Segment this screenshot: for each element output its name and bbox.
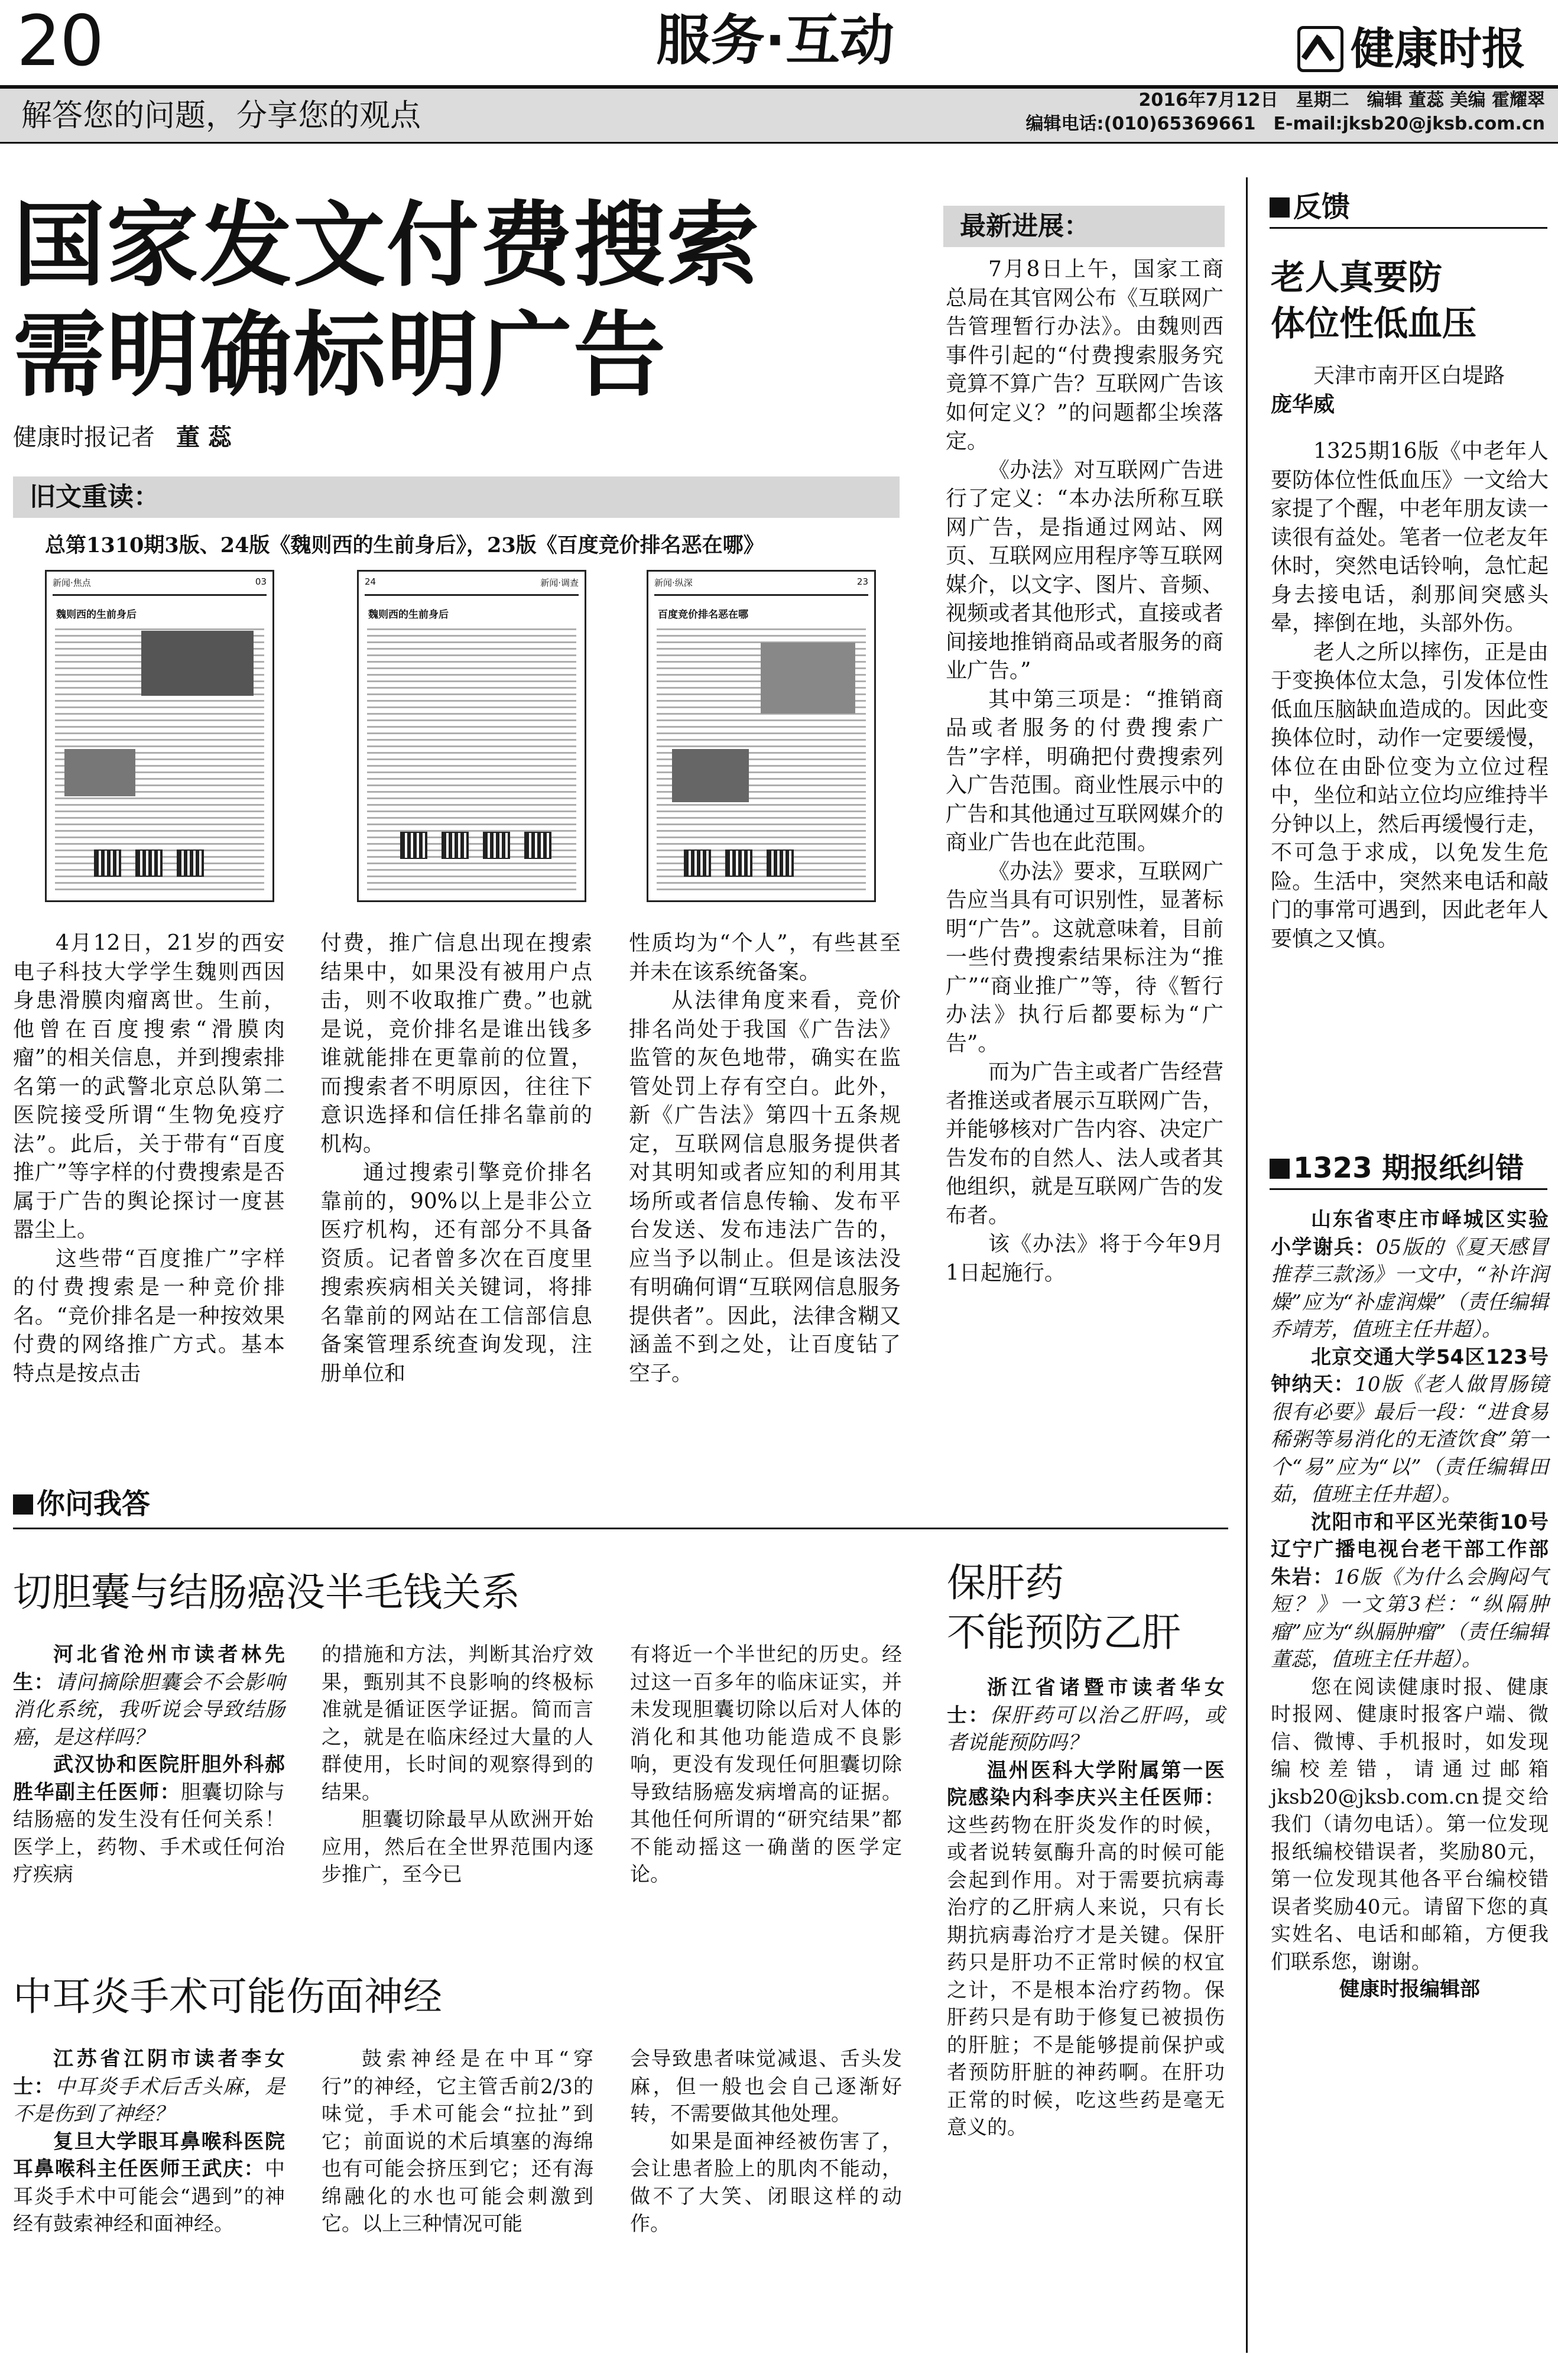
errata-sign: 健康时报编辑部 xyxy=(1339,1977,1480,2001)
old-review-label: 旧文重读： xyxy=(30,482,160,512)
qa-label: 你问我答 xyxy=(37,1487,151,1520)
qr-code-icon xyxy=(177,849,204,877)
thumbnail-page-24 xyxy=(357,570,586,902)
question-text: 保肝药可以治乙肝吗，或者说能预防吗？ xyxy=(947,1703,1225,1755)
qa2-title: 中耳炎手术可能伤面神经 xyxy=(13,1974,442,2019)
thumb-sec: 新闻·调查 xyxy=(540,578,579,588)
paragraph: 通过搜索引擎竞价排名靠前的，90%以上是非公立医疗机构，还有部分不具备资质。记者曾多次在百度里搜索疾病相关关键词，将排名靠前的网站在工信部信息备案管理系统查询发现，注册单位和 xyxy=(320,1160,592,1386)
edition-meta xyxy=(1025,89,1545,136)
thumb-title: 百度竞价排名恶在哪 xyxy=(658,609,748,621)
errata-heading xyxy=(1270,1149,1524,1187)
thumb-head xyxy=(365,576,579,596)
errata-notice: 您在阅读健康时报、健康时报网、健康时报客户端、微信、微博、手机报时，如发现编校差错，请通过邮箱jksb20@jksb.com.cn提交给我们（请勿电话）。第一位发现报纸编校错误者，奖励80元，第一位发现其他各平台编校错误者奖励40元。请留下您的真实姓名、电话和邮箱，方便我们联系您，谢谢。 xyxy=(1271,1675,1549,1974)
answerer: 武汉协和医院肝胆外科郝胜华副主任医师： xyxy=(13,1753,285,1804)
thumb-head xyxy=(53,576,267,596)
lead-column-2 xyxy=(320,929,592,1388)
errata-reporter: 沈阳市和平区光荣街10号辽宁广播电视台老干部工作部朱岩： xyxy=(1271,1510,1549,1589)
lead-column-3 xyxy=(629,929,901,1388)
feedback-title-line2: 体位性低血压 xyxy=(1271,303,1477,343)
thumb-num: 03 xyxy=(255,576,267,587)
qa3-answer xyxy=(947,1757,1225,2142)
logo-text: 健康时报 xyxy=(1351,24,1525,74)
errata-detail: 16版《为什么会胸闷气短？》一文第3栏：“纵隔肿瘤”应为“纵膈肿瘤”（责任编辑董蕊，值班主任井超）。 xyxy=(1271,1565,1549,1671)
errata-detail: 10版《老人做胃肠镜很有必要》最后一段：“进食易稀粥等易消化的无渣饮食”第一个“易”应为“以”（责任编辑田茹，值班主任井超）。 xyxy=(1271,1373,1549,1506)
errata-reporter: 北京交通大学54区123号钟纳天： xyxy=(1271,1345,1549,1396)
qa3-title xyxy=(947,1558,1181,1658)
errata-entry xyxy=(1271,1206,1549,1344)
errata-body xyxy=(1271,1206,1549,2003)
author-name: 庞华威 xyxy=(1271,392,1335,417)
qr-code-icon xyxy=(725,849,752,877)
lead-headline-line2: 需明确标明广告 xyxy=(13,301,667,409)
answer-text: 这些药物在肝炎发作的时候，或者说转氨酶升高的时候可能会起到作用。对于需要抗病毒治疗的乙肝病人来说，只有长期抗病毒治疗才是关键。保肝药只是肝功不正常时候的权宜之计，不是根本治疗药物。保肝药只是有助于修复已被损伤的肝脏；不是能够提前保护或者预防肝脏的神药啊。在肝功正常的时候，吃这些药是毫无意义的。 xyxy=(947,1813,1225,2139)
paragraph: 老人之所以摔伤，正是由于变换体位太急，引发体位性低血压脑缺血造成的。因此变换体位时，动作一定要缓慢，体位在由卧位变为立位过程中，坐位和站立位均应维持半分钟以上，然后再缓慢行走，不可急于求成，以免发生危险。生活中，突然来电话和敲门的事常可遇到，因此老年人要慎之又慎。 xyxy=(1271,640,1549,951)
paragraph: 性质均为“个人”，有些甚至并未在该系统备案。 xyxy=(629,931,901,984)
feedback-heading xyxy=(1270,188,1350,226)
errata-rule xyxy=(1270,1188,1547,1190)
byline-name: 董 蕊 xyxy=(176,424,232,451)
paragraph: 其中第三项是：“推销商品或者服务的付费搜索广告”字样，明确把付费搜索列入广告范围。商业性展示中的广告和其他通过互联网媒介的商业广告也在此范围。 xyxy=(946,687,1223,855)
qa3-column xyxy=(947,1674,1225,2142)
author-place: 天津市南开区白堤路 xyxy=(1313,364,1505,388)
paragraph: 7月8日上午，国家工商总局在其官网公布《互联网广告管理暂行办法》。由魏则西事件引起的“付费搜索服务究竟算不算广告？互联网广告该如何定义？”的问题都尘埃落定。 xyxy=(946,257,1223,453)
qa2-column-1 xyxy=(13,2045,285,2238)
paragraph: 1325期16版《中老年人要防体位性低血压》一文给大家提了个醒，中老年朋友读一读很有益处。笔者一位老友年休时，突然电话铃响，急忙起身去接电话，刹那间突感头晕，摔倒在地，头部外伤。 xyxy=(1271,439,1549,635)
errata-entry xyxy=(1271,1509,1549,1674)
qa1-question xyxy=(13,1641,285,1751)
paragraph: 该《办法》将于今年9月1日起施行。 xyxy=(946,1232,1223,1285)
paragraph: 鼓索神经是在中耳“穿行”的神经，它主管舌前2/3的味觉，手术可能会“拉扯”到它；前面说的术后填塞的海绵也有可能会挤压到它；还有海绵融化的水也可能会刺激到它。以上三种情况可能 xyxy=(322,2047,593,2236)
sidebar-divider xyxy=(1246,177,1248,2353)
qa1-answer xyxy=(13,1751,285,1889)
paragraph: 的措施和方法，判断其治疗效果，甄别其不良影响的终极标准就是循证医学证据。简而言之，就是在临床经过大量的人群使用，长时间的观察得到的结果。 xyxy=(322,1643,593,1804)
errata-label: 1323 期报纸纠错 xyxy=(1293,1152,1524,1185)
square-bullet-icon xyxy=(1270,1159,1290,1179)
answer-text: 中耳炎手术中可能会“遇到”的神经有鼓索神经和面神经。 xyxy=(13,2157,285,2236)
square-bullet-icon xyxy=(1270,197,1290,218)
asker: 河北省沧州市读者林先生： xyxy=(13,1643,285,1694)
errata-entry xyxy=(1271,1344,1549,1509)
errata-reporter: 山东省枣庄市峄城区实验小学谢兵： xyxy=(1271,1208,1549,1259)
errata-detail: 05版的《夏天感冒推荐三款汤》一文中，“补许润燥”应为“补虚润燥”（责任编辑乔靖芳，值班主任井超）。 xyxy=(1271,1235,1549,1341)
qa3-question xyxy=(947,1674,1225,1757)
qa2-column-3 xyxy=(630,2045,902,2238)
thumb-photo-icon xyxy=(141,631,254,696)
qa-heading xyxy=(13,1485,150,1523)
feedback-title xyxy=(1271,254,1476,346)
thumbnail-page-03 xyxy=(45,570,274,902)
feedback-body xyxy=(1271,437,1549,954)
lead-byline xyxy=(13,421,232,454)
qa3-title-line2: 不能预防乙肝 xyxy=(947,1610,1181,1655)
feedback-author xyxy=(1271,362,1549,419)
answer-text: 胆囊切除与结肠癌的发生没有任何关系！医学上，药物、手术或任何治疗疾病 xyxy=(13,1780,285,1886)
section-title: 服务·互动 xyxy=(656,9,894,72)
latest-progress-column xyxy=(946,255,1223,1288)
question-text: 请问摘除胆囊会不会影响消化系统，我听说会导致结肠癌，是这样吗？ xyxy=(13,1670,285,1749)
qr-code-icon xyxy=(524,832,551,859)
paragraph: 从法律角度来看，竞价排名尚处于我国《广告法》监管的灰色地带，确实在监管处罚上存有空白。此外，新《广告法》第四十五条规定，互联网信息服务提供者对其明知或者应知的利用其场所或者信息传输、发布平台发送、发布违法广告的，应当予以制止。但是该法没有明确何谓“互联网信息服务提供者”。因此，法律含糊又涵盖不到之处，让百度钻了空子。 xyxy=(629,988,901,1386)
paragraph: 付费，推广信息出现在搜索结果中，如果没有被用户点击，则不收取推广费。”也就是说，竞价排名是谁出钱多谁就能排在更靠前的位置，而搜索者不明原因，往往下意识选择和信任排名靠前的机构。 xyxy=(320,931,592,1156)
thumb-num: 24 xyxy=(365,576,376,587)
thumb-photo-icon xyxy=(761,643,855,714)
qr-code-icon xyxy=(483,832,510,859)
qa1-column-2 xyxy=(322,1641,593,1889)
paragraph: 有将近一个半世纪的历史。经过这一百多年的临床证实，并未发现胆囊切除以后对人体的消化和其他功能造成不良影响，更没有发现任何胆囊切除导致结肠癌发病增高的证据。其他任何所谓的“研究结果”都不能动摇这一确凿的医学定论。 xyxy=(630,1643,902,1886)
thumb-title: 魏则西的生前身后 xyxy=(56,609,137,621)
page-number: 20 xyxy=(17,0,103,82)
thumb-sec: 新闻·纵深 xyxy=(654,578,693,588)
question-text: 中耳炎手术后舌头麻，是不是伤到了神经？ xyxy=(13,2074,285,2126)
qa1-title: 切胆囊与结肠癌没半毛钱关系 xyxy=(13,1570,520,1615)
lead-column-1 xyxy=(13,929,285,1388)
latest-progress-bar xyxy=(943,206,1225,247)
thumb-sec: 新闻·焦点 xyxy=(53,578,91,588)
qr-code-icon xyxy=(400,832,427,859)
tagline-rule xyxy=(0,142,1558,144)
qr-code-icon xyxy=(684,849,711,877)
thumb-head xyxy=(654,576,868,596)
thumb-photo-icon xyxy=(64,749,135,796)
latest-progress-label: 最新进展： xyxy=(960,211,1090,241)
paragraph: 会导致患者味觉减退、舌头发麻，但一般也会自己逐渐好转，不需要做其他处理。 xyxy=(630,2047,902,2126)
answerer: 温州医科大学附属第一医院感染内科李庆兴主任医师： xyxy=(947,1758,1225,1810)
paragraph: 4月12日，21岁的西安电子科技大学学生魏则西因身患滑膜肉瘤离世。生前，他曾在百度搜索“滑膜肉瘤”的相关信息，并到搜索排名第一的武警北京总队第二医院接受所谓“生物免疫疗法”。此后，关于带有“百度推广”等字样的付费搜索是否属于广告的舆论探讨一度甚嚣尘上。 xyxy=(13,931,285,1242)
paragraph: 而为广告主或者广告经营者推送或者展示互联网广告，并能够核对广告内容、决定广告发布的自然人、法人或者其他组织，就是互联网广告的发布者。 xyxy=(946,1060,1223,1228)
qa2-column-2 xyxy=(322,2045,593,2238)
qa1-column-1 xyxy=(13,1641,285,1889)
date-editor-line: 2016年7月12日 星期二 编辑 董蕊 美编 霍耀翠 xyxy=(1138,90,1545,111)
paragraph: 这些带“百度推广”字样的付费搜索是一种竞价排名。“竞价排名是一种按效果付费的网络推广方式。基本特点是按点击 xyxy=(13,1246,285,1386)
lead-headline xyxy=(13,190,760,410)
qa1-column-3 xyxy=(630,1641,902,1889)
thumbnail-page-23 xyxy=(647,570,876,902)
qr-code-icon xyxy=(94,849,121,877)
qr-code-icon xyxy=(442,832,469,859)
thumb-num: 23 xyxy=(856,576,868,587)
paragraph: 胆囊切除最早从欧洲开始应用，然后在全世界范围内逐步推广，至今已 xyxy=(322,1808,593,1886)
paragraph: 《办法》对互联网广告进行了定义：“本办法所称互联网广告，是指通过网站、网页、互联网应用程序等互联网媒介，以文字、图片、音频、视频或者其他形式，直接或者间接地推销商品或者服务的商业广告。” xyxy=(946,458,1223,683)
old-review-bar xyxy=(13,476,900,518)
logo-mark-icon xyxy=(1297,26,1343,72)
old-review-refs: 总第1310期3版、24版《魏则西的生前身后》，23版《百度竞价排名恶在哪》 xyxy=(45,533,764,557)
qr-code-icon xyxy=(767,849,794,877)
qr-code-icon xyxy=(135,849,163,877)
answerer: 复旦大学眼耳鼻喉科医院耳鼻喉科主任医师王武庆： xyxy=(13,2129,285,2181)
feedback-title-line1: 老人真要防 xyxy=(1271,257,1443,297)
tagline: 解答您的问题，分享您的观点 xyxy=(21,98,421,134)
feedback-label: 反馈 xyxy=(1293,190,1351,223)
feedback-rule xyxy=(1270,227,1547,229)
qa2-question xyxy=(13,2045,285,2128)
qa3-title-line1: 保肝药 xyxy=(947,1560,1064,1606)
paragraph: 《办法》要求，互联网广告应当具有可识别性，显著标明“广告”。这就意味着，目前一些付费搜索结果标注为“推广”“商业推广”等，待《暂行办法》执行后都要标为“广告”。 xyxy=(946,859,1223,1056)
newspaper-logo xyxy=(1297,22,1525,76)
qa2-answer xyxy=(13,2128,285,2238)
asker: 江苏省江阴市读者李女士： xyxy=(13,2047,285,2099)
byline-org: 健康时报记者 xyxy=(13,424,155,451)
square-bullet-icon xyxy=(13,1494,33,1515)
thumb-photo-icon xyxy=(672,749,749,802)
contact-line: 编辑电话:(010)65369661 E-mail:jksb20@jksb.com.cn xyxy=(1025,114,1545,134)
paragraph: 如果是面神经被伤害了，会让患者脸上的肌肉不能动，做不了大笑、闭眼这样的动作。 xyxy=(630,2129,902,2236)
thumb-title: 魏则西的生前身后 xyxy=(368,609,449,621)
qa-rule xyxy=(13,1528,1228,1529)
asker: 浙江省诸暨市读者华女士： xyxy=(947,1676,1225,1727)
lead-headline-line1: 国家发文付费搜索 xyxy=(13,192,760,299)
